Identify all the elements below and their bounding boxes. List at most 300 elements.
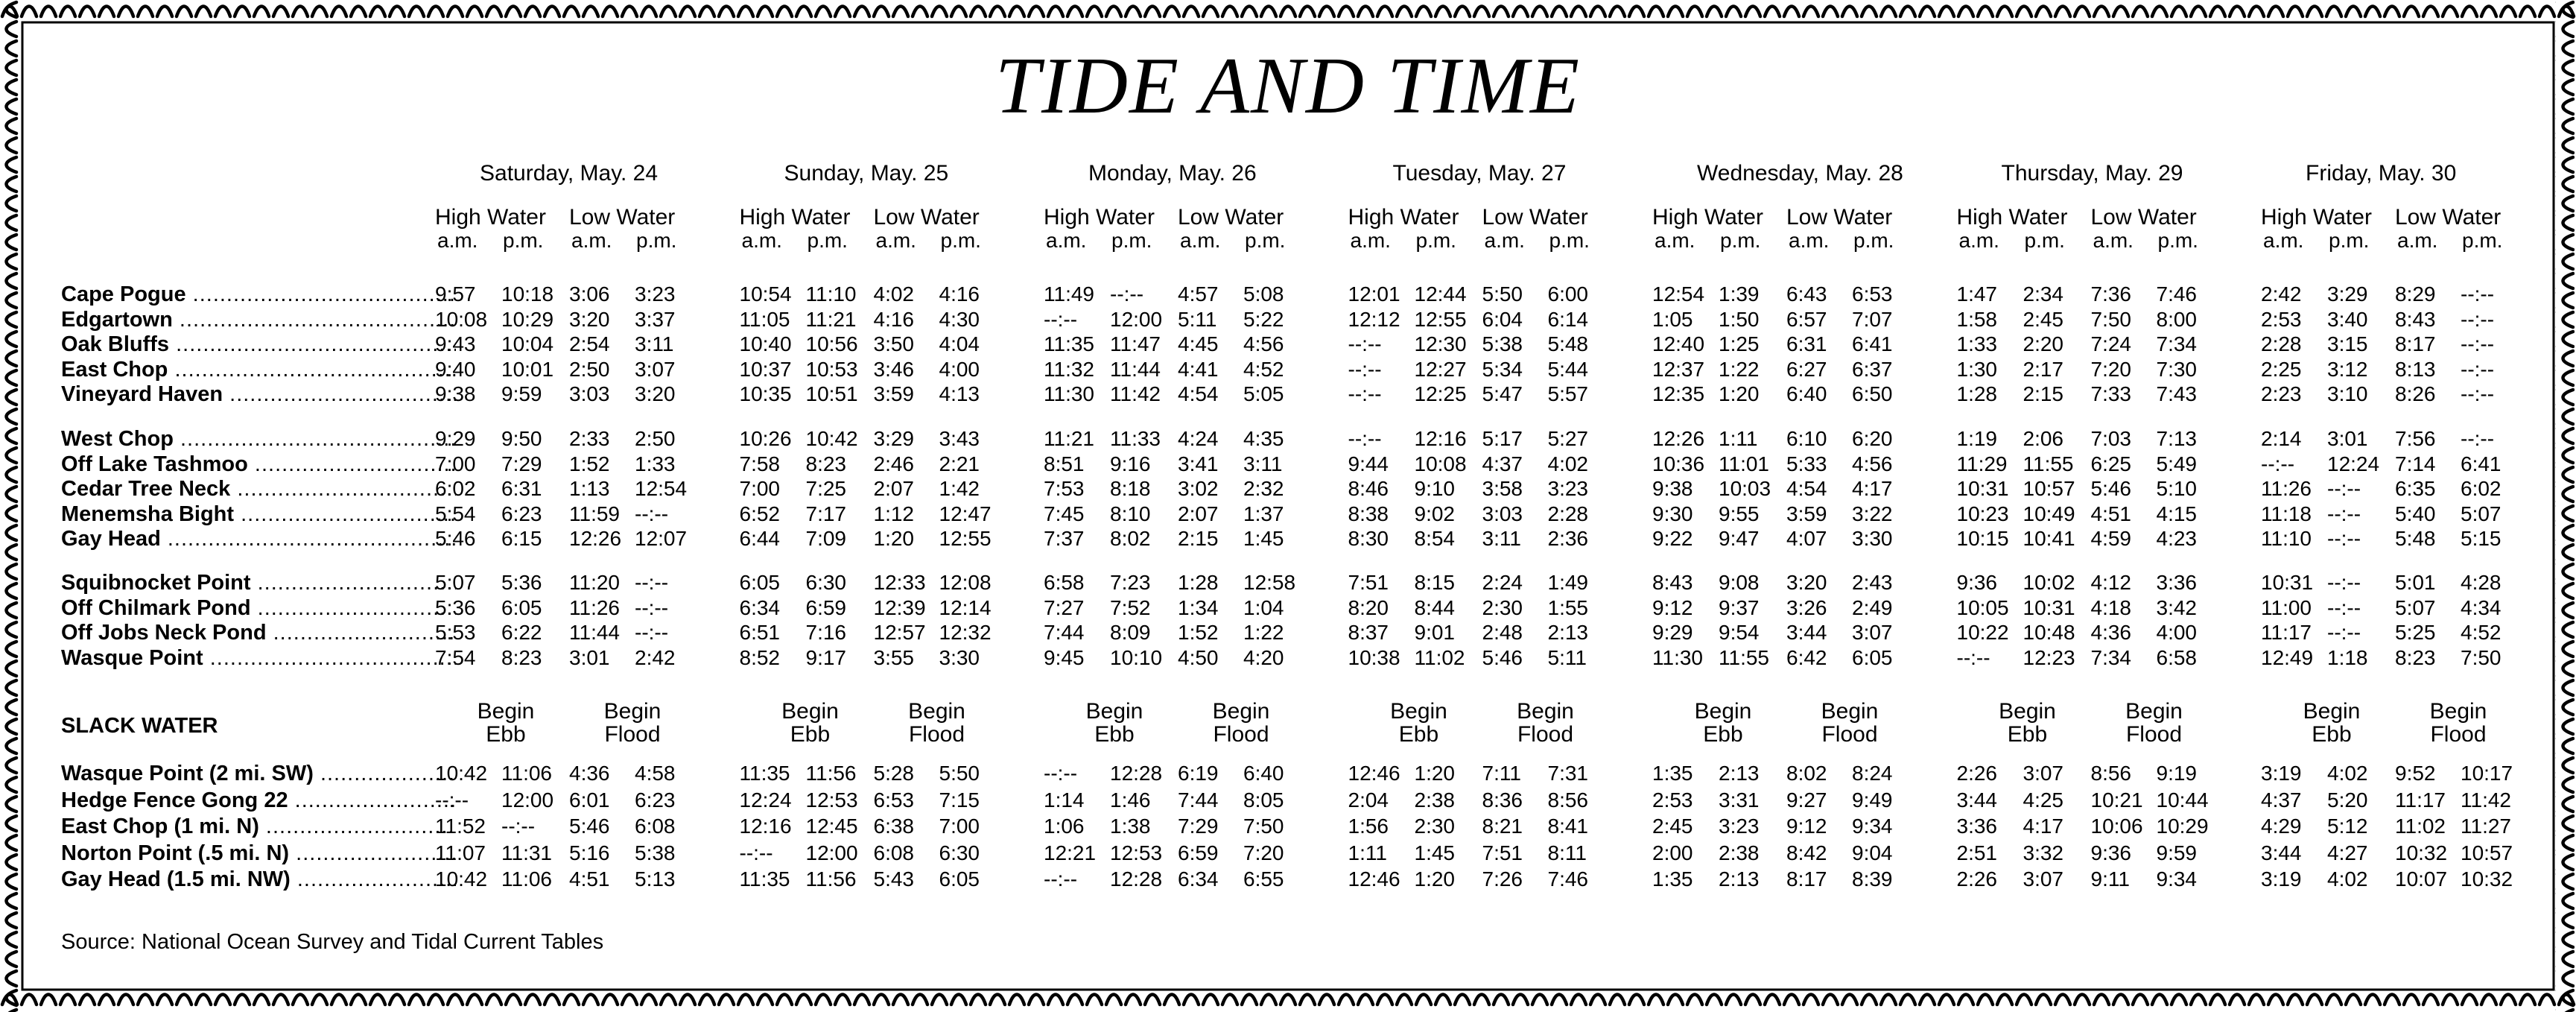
slack-time: 4:27 [2327,841,2368,864]
tide-time: 2:23 [2261,382,2302,405]
slack-time: 10:57 [2461,841,2513,864]
slack-location-name: Gay Head (1.5 mi. NW) ..... [61,869,456,891]
tide-time: 4:59 [2090,527,2131,550]
tide-time: --:-- [2327,571,2361,594]
slack-time: 10:32 [2461,867,2513,891]
tide-time: 11:47 [1110,332,1161,355]
tide-time: 7:50 [2461,645,2502,669]
slack-time: 2:04 [1348,788,1389,812]
slack-time: 6:30 [939,841,980,864]
tide-time: 2:43 [1852,571,1893,594]
tide-time: 4:45 [1178,332,1219,355]
tide-time: 10:05 [1956,595,2009,619]
tide-time: 8:15 [1414,571,1455,594]
tide-time: 8:54 [1414,527,1455,550]
tide-time: 2:06 [2023,427,2063,450]
tide-time: 3:42 [2156,595,2197,619]
begin-ebb-header: Begin [1999,699,2056,724]
am-header: a.m. [875,229,916,252]
tide-time: --:-- [635,502,669,525]
slack-time: 1:14 [1044,788,1085,812]
pm-header: p.m. [2329,229,2370,252]
tide-time: --:-- [1348,382,1382,405]
tide-time: 3:03 [1482,502,1523,525]
slack-time: 10:42 [435,867,488,891]
tide-time: 1:11 [1719,427,1758,450]
slack-time: 11:06 [501,867,552,891]
tide-time: 5:48 [2395,527,2436,550]
tide-time: 12:49 [2261,645,2314,669]
slack-time: 11:02 [2395,815,2446,838]
tide-time: 7:14 [2395,452,2436,475]
slack-time: 10:44 [2156,788,2209,812]
begin-flood-header: Flood [1821,722,1878,747]
slack-time: 11:07 [435,841,486,864]
tide-time: 12:16 [1414,427,1467,450]
begin-flood-header: Flood [2125,722,2183,747]
tide-time: 9:44 [1348,452,1389,475]
tide-time: 10:54 [739,282,792,306]
begin-ebb-header: Begin [1390,699,1447,724]
tide-time: --:-- [1110,282,1144,306]
tide-time: 11:30 [1652,645,1703,669]
tide-time: 5:50 [1482,282,1523,306]
tide-time: 10:31 [2261,571,2314,594]
tide-time: 8:43 [2395,307,2436,331]
slack-time: 11:31 [501,841,552,864]
slack-time: 10:42 [435,762,488,785]
slack-time: 12:28 [1110,762,1163,785]
tide-time: 12:32 [939,621,992,644]
tide-time: 5:57 [1547,382,1588,405]
tide-time: 7:51 [1348,571,1389,594]
begin-ebb-header: Ebb [2007,722,2048,747]
tide-time: 8:51 [1044,452,1085,475]
slack-time: 6:34 [1178,867,1219,891]
tide-time: 12:55 [939,527,992,550]
begin-flood-header: Flood [1517,722,1574,747]
tide-time: 5:46 [2090,477,2131,500]
tide-time: 11:18 [2261,502,2312,525]
tide-time: 7:33 [2090,382,2131,405]
tide-time: 8:10 [1110,502,1151,525]
high-water-header: High Water [1348,205,1459,230]
slack-time: 8:21 [1482,815,1523,838]
slack-time: 7:29 [1178,815,1219,838]
tide-time: 3:59 [873,382,914,405]
tide-time: 9:12 [1652,595,1693,619]
slack-time: 2:30 [1414,815,1455,838]
day-heading: Friday, May. 30 [2306,161,2457,186]
slack-time: 3:44 [2261,841,2302,864]
tide-time: 4:20 [1243,645,1284,669]
tide-time: 2:50 [635,427,676,450]
tide-time: 11:10 [2261,527,2312,550]
tide-time: 2:46 [873,452,914,475]
tide-time: 6:51 [739,621,780,644]
tide-time: 9:54 [1719,621,1760,644]
tide-time: 6:02 [435,477,476,500]
tide-time: 6:35 [2395,477,2436,500]
tide-time: 6:22 [501,621,542,644]
tide-time: 4:50 [1178,645,1219,669]
begin-ebb-header: Begin [2303,699,2361,724]
tide-time: 9:40 [435,357,476,381]
tide-time: 4:41 [1178,357,1219,381]
tide-time: 9:57 [435,282,476,306]
tide-time: 5:54 [435,502,476,525]
tide-time: 9:22 [1652,527,1693,550]
slack-time: 5:20 [2327,788,2368,812]
tide-time: 7:07 [1852,307,1893,331]
high-water-header: High Water [2261,205,2372,230]
tide-time: 1:18 [2327,645,2368,669]
begin-ebb-header: Ebb [1703,722,1743,747]
slack-time: --:-- [501,815,536,838]
slack-time: 7:26 [1482,867,1523,891]
slack-time: 3:19 [2261,867,2302,891]
tide-time: 5:11 [1547,645,1587,669]
slack-time: 2:26 [1956,867,1997,891]
tide-time: 4:54 [1786,477,1827,500]
tide-time: 6:30 [805,571,846,594]
slack-time: 5:38 [635,841,676,864]
slack-time: 10:32 [2395,841,2448,864]
tide-time: --:-- [1348,332,1382,355]
begin-flood-header: Begin [908,699,965,724]
slack-time: 5:13 [635,867,676,891]
tide-time: 7:23 [1110,571,1151,594]
tide-time: 3:43 [939,427,980,450]
tide-time: 1:22 [1243,621,1284,644]
tide-time: 4:17 [1852,477,1893,500]
tide-time: 7:29 [501,452,542,475]
tide-time: 6:04 [1482,307,1523,331]
tide-time: --:-- [1956,645,1990,669]
day-heading: Monday, May. 26 [1088,161,1257,186]
tide-time: 3:03 [569,382,610,405]
slack-time: 4:29 [2261,815,2302,838]
low-water-header: Low Water [873,205,980,230]
slack-time: 7:15 [939,788,980,812]
tide-time: 10:31 [1956,477,2009,500]
high-water-header: High Water [435,205,546,230]
am-header: a.m. [741,229,782,252]
location-name: Oak Bluffs ..... [61,334,456,355]
tide-time: 1:33 [1956,332,1997,355]
tide-time: 12:07 [635,527,688,550]
begin-flood-header: Begin [1517,699,1574,724]
tide-time: 4:56 [1243,332,1284,355]
tide-time: 4:52 [1243,357,1284,381]
slack-time: 8:02 [1786,762,1827,785]
tide-time: 3:30 [1852,527,1893,550]
day-heading: Wednesday, May. 28 [1697,161,1903,186]
tide-time: 11:29 [1956,452,2008,475]
begin-ebb-header: Ebb [790,722,831,747]
tide-time: 2:17 [2023,357,2063,381]
slack-time: 9:59 [2156,841,2197,864]
tide-time: 4:54 [1178,382,1219,405]
tide-time: 2:32 [1243,477,1284,500]
tide-time: --:-- [1044,307,1078,331]
begin-ebb-header: Ebb [1094,722,1135,747]
tide-time: 4:37 [1482,452,1523,475]
tide-time: 5:10 [2156,477,2197,500]
slack-time: 3:32 [2023,841,2063,864]
tide-time: 10:23 [1956,502,2009,525]
tide-time: 11:30 [1044,382,1094,405]
slack-time: 9:04 [1852,841,1893,864]
tide-time: 1:52 [1178,621,1219,644]
tide-time: 2:28 [1547,502,1588,525]
tide-time: 7:53 [1044,477,1085,500]
slack-time: 12:45 [805,815,858,838]
slack-time: 12:53 [1110,841,1163,864]
slack-time: 1:56 [1348,815,1389,838]
tide-time: 2:25 [2261,357,2302,381]
tide-time: 9:30 [1652,502,1693,525]
tide-time: --:-- [635,571,669,594]
pm-header: p.m. [503,229,544,252]
slack-time: 2:13 [1719,867,1760,891]
slack-water-heading: SLACK WATER [61,714,218,738]
tide-time: 9:17 [805,645,846,669]
tide-time: 3:46 [873,357,914,381]
tide-time: 5:46 [1482,645,1523,669]
slack-time: 2:53 [1652,788,1693,812]
location-name: Off Chilmark Pond ..... [61,598,456,619]
low-water-header: Low Water [1482,205,1588,230]
tide-time: 11:10 [805,282,857,306]
slack-location-name: Wasque Point (2 mi. SW) ..... [61,763,456,785]
slack-time: 12:46 [1348,762,1400,785]
tide-time: 9:37 [1719,595,1760,619]
tide-time: --:-- [2461,427,2495,450]
tide-time: 7:30 [2156,357,2197,381]
tide-time: 4:24 [1178,427,1219,450]
tide-time: 1:28 [1956,382,1997,405]
high-water-header: High Water [1652,205,1763,230]
tide-time: --:-- [2327,527,2361,550]
location-name: Off Jobs Neck Pond ..... [61,622,456,644]
pm-header: p.m. [1853,229,1894,252]
tide-time: 6:10 [1786,427,1827,450]
tide-time: 10:41 [2023,527,2075,550]
tide-time: 12:35 [1652,382,1705,405]
slack-time: 6:19 [1178,762,1219,785]
tide-time: 6:14 [1547,307,1588,331]
low-water-header: Low Water [2090,205,2197,230]
tide-time: 11:05 [739,307,790,331]
slack-time: 8:56 [1547,788,1588,812]
begin-ebb-header: Begin [477,699,535,724]
tide-time: 12:01 [1348,282,1400,306]
tide-time: 1:30 [1956,357,1997,381]
tide-time: 3:44 [1786,621,1827,644]
tide-time: 3:29 [2327,282,2368,306]
tide-time: --:-- [2327,621,2361,644]
slack-time: 1:06 [1044,815,1085,838]
tide-time: 5:07 [2461,502,2502,525]
slack-time: 4:58 [635,762,676,785]
tide-time: 10:29 [501,307,554,331]
tide-time: 5:15 [2461,527,2502,550]
tide-time: 4:13 [939,382,980,405]
tide-time: 3:15 [2327,332,2368,355]
tide-time: 3:37 [635,307,676,331]
tide-time: 5:53 [435,621,476,644]
slack-time: 6:38 [873,815,914,838]
tide-time: 2:53 [2261,307,2302,331]
am-header: a.m. [571,229,612,252]
tide-time: 2:15 [1178,527,1219,550]
tide-time: 6:58 [1044,571,1085,594]
tide-time: 12:08 [939,571,992,594]
tide-time: 9:02 [1414,502,1455,525]
am-header: a.m. [2397,229,2438,252]
tide-time: 9:43 [435,332,476,355]
high-water-header: High Water [739,205,851,230]
slack-time: 2:26 [1956,762,1997,785]
tide-time: --:-- [2461,282,2495,306]
pm-header: p.m. [636,229,677,252]
am-header: a.m. [437,229,478,252]
tide-time: 8:38 [1348,502,1389,525]
slack-time: 9:34 [1852,815,1893,838]
tide-time: 4:07 [1786,527,1827,550]
tide-time: 3:23 [1547,477,1588,500]
tide-time: 6:27 [1786,357,1827,381]
tide-time: 7:09 [805,527,846,550]
tide-time: 7:46 [2156,282,2197,306]
tide-time: 3:11 [635,332,674,355]
tide-time: 9:16 [1110,452,1151,475]
tide-time: --:-- [635,621,669,644]
slack-time: 6:53 [873,788,914,812]
begin-ebb-header: Begin [1085,699,1143,724]
tide-time: 2:33 [569,427,610,450]
tide-time: 1:33 [635,452,676,475]
low-water-header: Low Water [1786,205,1893,230]
tide-time: 4:34 [2461,595,2502,619]
tide-time: 12:23 [2023,645,2075,669]
slack-location-name: East Chop (1 mi. N) ..... [61,816,456,838]
slack-time: --:-- [1044,762,1078,785]
tide-time: 3:22 [1852,502,1893,525]
tide-time: 2:07 [873,477,914,500]
tide-time: 3:58 [1482,477,1523,500]
tide-time: 2:45 [2023,307,2063,331]
high-water-header: High Water [1956,205,2068,230]
tide-time: 10:10 [1110,645,1163,669]
tide-time: --:-- [2261,452,2295,475]
tide-time: --:-- [1348,427,1382,450]
begin-flood-header: Begin [2125,699,2183,724]
low-water-header: Low Water [2395,205,2502,230]
tide-time: 6:50 [1852,382,1893,405]
tide-time: 3:29 [873,427,914,450]
begin-flood-header: Flood [1213,722,1269,747]
tide-time: 3:23 [635,282,676,306]
tide-time: 8:17 [2395,332,2436,355]
slack-time: 3:31 [1719,788,1760,812]
slack-time: 6:40 [1243,762,1284,785]
tide-time: 1:04 [1243,595,1284,619]
slack-time: 8:17 [1786,867,1827,891]
slack-time: 11:56 [805,867,857,891]
pm-header: p.m. [2024,229,2065,252]
slack-time: 12:00 [501,788,554,812]
tide-time: 6:02 [2461,477,2502,500]
tide-time: --:-- [635,595,669,619]
tide-time: 8:37 [1348,621,1389,644]
source-note: Source: National Ocean Survey and Tidal Current Tables [61,930,604,954]
slack-time: 11:56 [805,762,857,785]
location-name: Edgartown ..... [61,309,456,331]
slack-time: 1:11 [1348,841,1387,864]
pm-header: p.m. [1415,229,1456,252]
slack-location-name: Hedge Fence Gong 22 ..... [61,790,456,812]
tide-time: 1:19 [1956,427,1997,450]
tide-time: 1:45 [1243,527,1284,550]
tide-time: 5:07 [2395,595,2436,619]
tide-time: 3:40 [2327,307,2368,331]
tide-time: 5:49 [2156,452,2197,475]
slack-time: 7:20 [1243,841,1284,864]
tide-time: 7:25 [805,477,846,500]
slack-time: 6:08 [635,815,676,838]
tide-time: 10:40 [739,332,792,355]
tide-time: 10:15 [1956,527,2009,550]
tide-time: 3:30 [939,645,980,669]
tide-time: 6:00 [1547,282,1588,306]
location-name: Off Lake Tashmoo ..... [61,454,456,475]
tide-time: 5:08 [1243,282,1284,306]
tide-time: 1:42 [939,477,980,500]
location-name: Gay Head ..... [61,528,456,550]
slack-time: 1:20 [1414,762,1455,785]
tide-time: 9:36 [1956,571,1997,594]
tide-time: 1:13 [569,477,610,500]
tide-time: 3:01 [2327,427,2368,450]
tide-time: 2:13 [1547,621,1588,644]
tide-time: 11:35 [1044,332,1094,355]
tide-time: 3:36 [2156,571,2197,594]
tide-time: 8:02 [1110,527,1151,550]
tide-time: 2:50 [569,357,610,381]
begin-flood-header: Begin [1212,699,1270,724]
tide-time: 10:18 [501,282,554,306]
slack-time: 3:23 [1719,815,1760,838]
tide-time: 3:06 [569,282,610,306]
tide-time: 10:26 [739,427,792,450]
tide-time: 11:00 [2261,595,2312,619]
location-name: Cape Pogue ..... [61,284,456,306]
tide-time: 10:51 [805,382,858,405]
tide-time: 6:34 [739,595,780,619]
tide-time: 12:26 [569,527,622,550]
tide-time: 3:07 [1852,621,1893,644]
tide-time: 7:54 [435,645,476,669]
tide-time: 10:57 [2023,477,2075,500]
tide-time: 7:34 [2156,332,2197,355]
location-name: West Chop ..... [61,428,456,450]
location-name: East Chop ..... [61,359,456,381]
tide-time: 2:36 [1547,527,1588,550]
tide-time: 12:54 [635,477,688,500]
tide-time: 5:27 [1547,427,1588,450]
